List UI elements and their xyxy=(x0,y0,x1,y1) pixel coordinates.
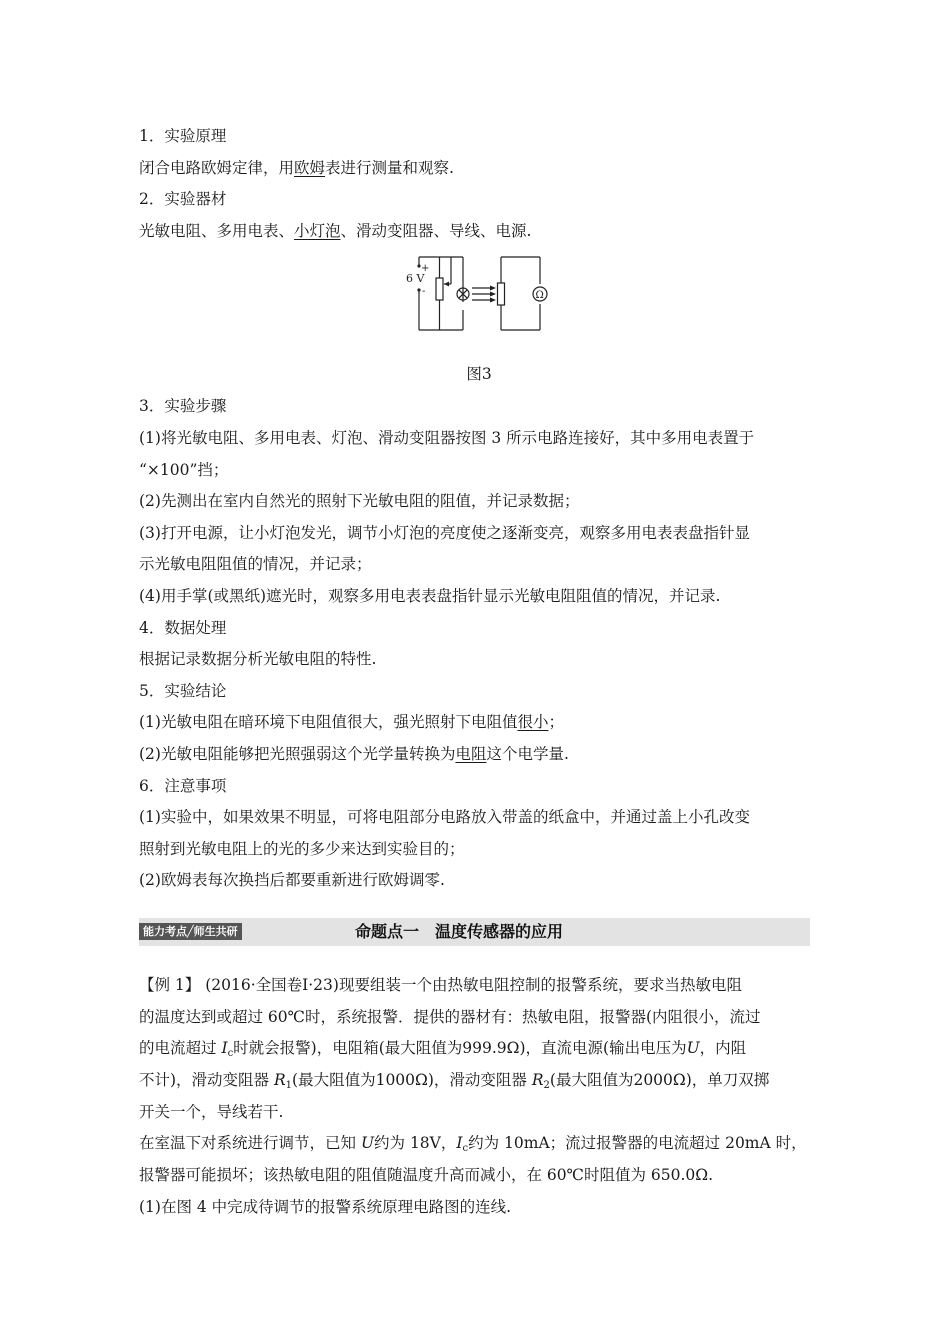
heading-steps: 3．实验步骤 xyxy=(139,397,227,416)
heading-principle: 1．实验原理 xyxy=(139,127,227,145)
example-text: 开关一个，导线若干. xyxy=(139,1102,284,1121)
step-text: (3)打开电源，让小灯泡发光，调节小灯泡的亮度使之逐渐变亮，观察多用电表表盘指针显 xyxy=(139,523,750,542)
minus-sign: - xyxy=(422,286,426,298)
section-header-bar xyxy=(139,918,810,946)
answer-blank: 电阻 xyxy=(455,744,487,763)
step-text: “×100”挡； xyxy=(139,460,229,479)
heading-data: 4．数据处理 xyxy=(139,618,227,637)
principle-text: 闭合电路欧姆定律，用欧姆表进行测量和观察. xyxy=(139,158,454,177)
conclusion-text: (2)光敏电阻能够把光照强弱这个光学量转换为电阻这个电学量. xyxy=(139,744,569,763)
example-text: 的电流超过 $I_c$时就会报警)，电阻箱(最大阻值为999.9Ω)，直流电源(输出电压为U，内阻 xyxy=(139,1039,747,1060)
note-text: 照射到光敏电阻上的光的多少来达到实验目的； xyxy=(139,839,465,858)
example-text: 的温度达到或超过 60℃时，系统报警．提供的器材有：热敏电阻，报警器(内阻很小，流过 xyxy=(139,1007,761,1026)
answer-blank: 小灯泡 xyxy=(294,221,341,240)
section-badge: 能力考点╱师生共研 xyxy=(139,923,242,940)
conclusion-text: (1)光敏电阻在暗环境下电阻值很大，强光照射下电阻值很小； xyxy=(139,713,564,732)
heading-equipment: 2．实验器材 xyxy=(139,190,227,209)
equipment-text: 光敏电阻、多用电表、小灯泡、滑动变阻器、导线、电源. xyxy=(139,221,532,240)
heading-conclusion: 5．实验结论 xyxy=(139,681,227,700)
circuit-diagram xyxy=(405,254,555,344)
step-text: (4)用手掌(或黑纸)遮光时，观察多用电表表盘指针显示光敏电阻阻值的情况，并记录. xyxy=(139,586,721,605)
experiment-text xyxy=(139,121,819,897)
step-text: (2)先测出在室内自然光的照射下光敏电阻的阻值，并记录数据； xyxy=(139,492,580,511)
example-text: 【例 1】 (2016·全国卷Ⅰ·23)现要组装一个由热敏电阻控制的报警系统，要求当热敏电阻 xyxy=(139,976,742,994)
data-text: 根据记录数据分析光敏电阻的特性. xyxy=(139,650,377,669)
voltage-label: 6 V xyxy=(406,272,425,286)
section-title: 命题点一 温度传感器的应用 xyxy=(355,922,564,941)
figure-circuit xyxy=(139,247,819,357)
step-text: (1)将光敏电阻、多用电表、灯泡、滑动变阻器按图 3 所示电路连接好，其中多用电表置于 xyxy=(139,428,755,447)
example-problem xyxy=(139,970,819,1224)
example-text: 报警器可能损坏；该热敏电阻的阻值随温度升高而减小，在 60℃时阻值为 650.0Ω. xyxy=(139,1166,714,1185)
plus-sign: + xyxy=(421,263,430,275)
answer-blank: 很小 xyxy=(517,713,549,732)
ohmmeter-symbol: Ω xyxy=(535,290,544,302)
figure-caption: 图3 xyxy=(466,365,492,384)
note-text: (2)欧姆表每次换挡后都要重新进行欧姆调零. xyxy=(139,871,445,890)
example-text: (1)在图 4 中完成待调节的报警系统原理电路图的连线. xyxy=(139,1197,512,1216)
example-text: 在室温下对系统进行调节，已知 U约为 18V，$I_c$约为 10mA；流过报警器的电流超过 20mA 时， xyxy=(139,1134,807,1155)
example-text: 不计)，滑动变阻器 $R_1$(最大阻值为1000Ω)，滑动变阻器 $R_2$(最大阻值为2000Ω)，单刀双掷 xyxy=(139,1071,770,1092)
heading-notes: 6．注意事项 xyxy=(139,776,227,795)
note-text: (1)实验中，如果效果不明显，可将电阻部分电路放入带盖的纸盒中，并通过盖上小孔改变 xyxy=(139,808,750,827)
answer-blank: 欧姆 xyxy=(294,158,326,177)
step-text: 示光敏电阻阻值的情况，并记录； xyxy=(139,555,372,574)
